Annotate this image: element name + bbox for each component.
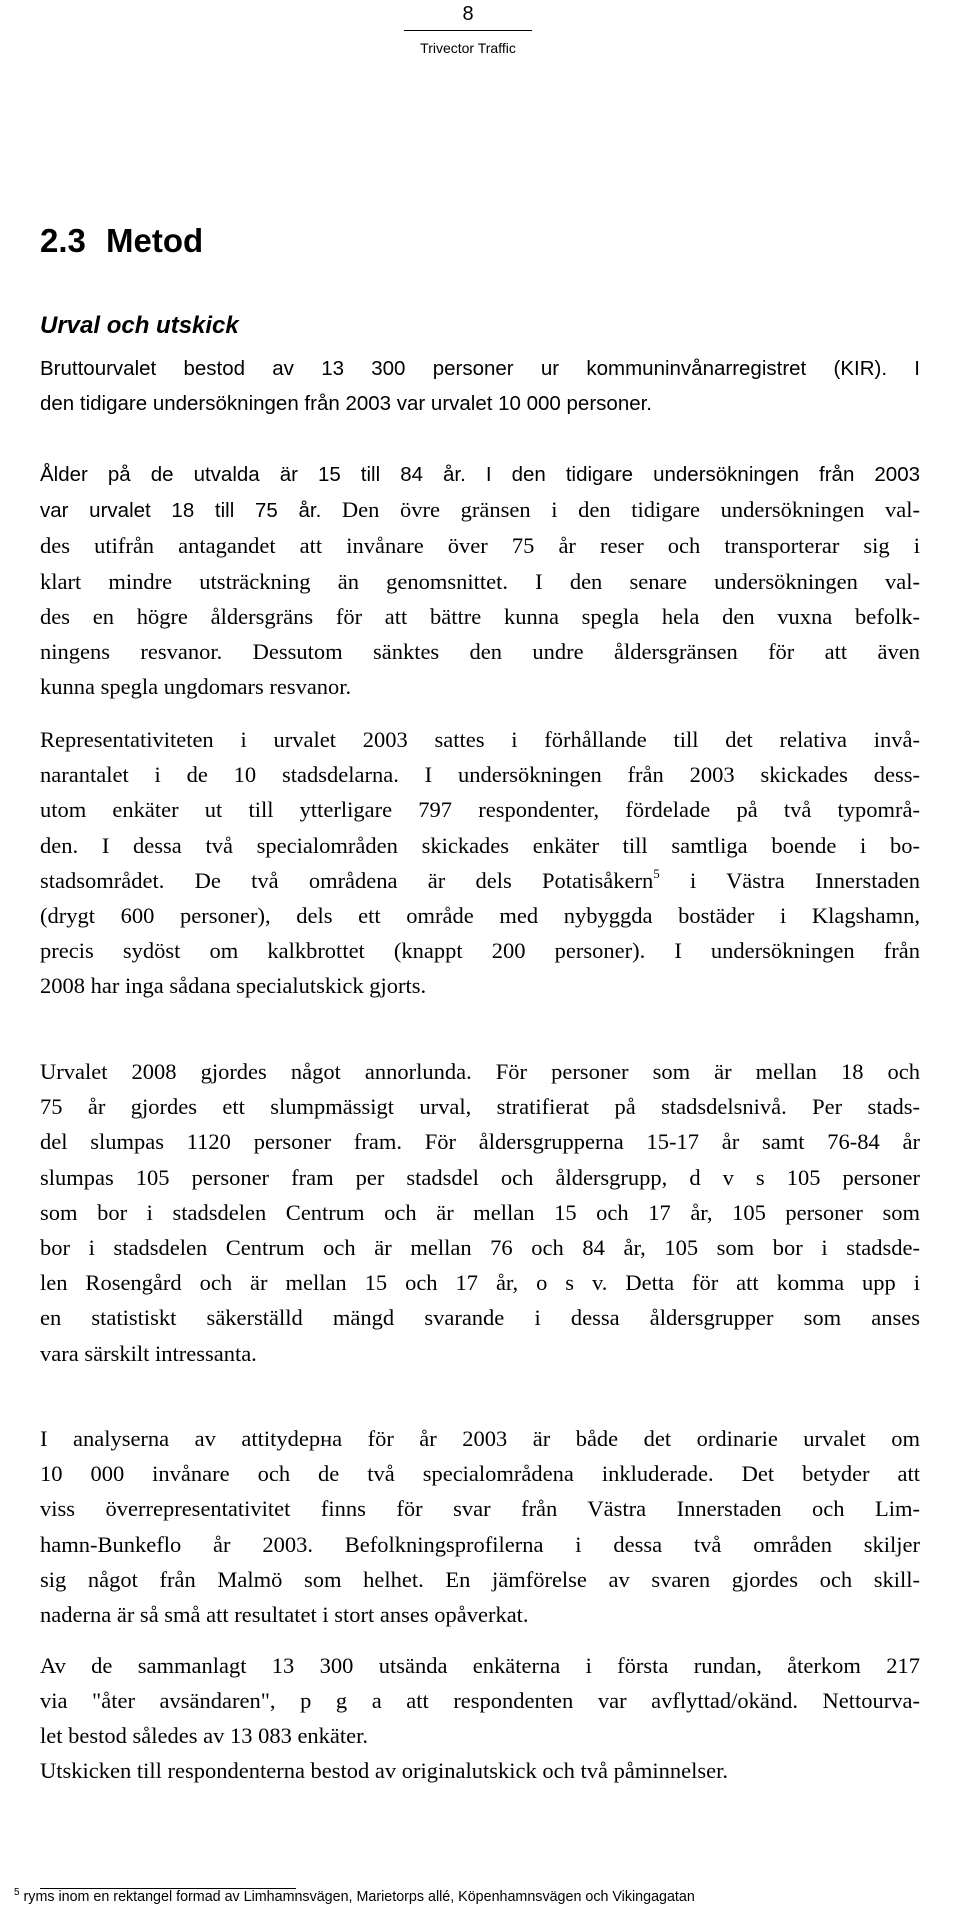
paragraph-line: naderna är så små att resultatet i stort anses opåverkat. <box>40 1602 529 1628</box>
paragraph-net-sample <box>40 1648 920 1754</box>
footnote-text: ryms inom en rektangel formad av Limhamnsvägen, Marietorps allé, Köpenhamnsvägen och Vikingagatan <box>19 1889 695 1905</box>
section-heading <box>40 221 203 261</box>
paragraph-age-range <box>40 457 920 704</box>
paragraph-sample-selection <box>40 351 920 421</box>
paragraph-line: precis sydöst om kalkbrottet (knappt 200 personer). I undersökningen från <box>40 938 920 964</box>
paragraph-line: en statistiskt säkerställd mängd svarande i dessa åldersgrupper som anses <box>40 1305 920 1331</box>
paragraph-line-part: i Västra Innerstaden <box>659 867 920 893</box>
footnote <box>14 1887 695 1907</box>
paragraph-line: klart mindre utsträckning än genomsnittet. I den senare undersökningen val- <box>40 568 920 594</box>
paragraph-line: Bruttourvalet bestod av 13 300 personer ur kommuninvånarregistret (KIR). I <box>40 357 920 380</box>
page-header <box>404 0 532 57</box>
paragraph-line: den tidigare undersökningen från 2003 var urvalet 10 000 personer. <box>40 392 653 416</box>
section-title: Metod <box>106 222 204 259</box>
paragraph-line: slumpas 105 personer fram per stadsdel och åldersgrupp, d v s 105 personer <box>40 1164 920 1190</box>
subsection-heading: Urval och utskick <box>40 312 239 339</box>
paragraph-line: 75 år gjordes ett slumpmässigt urval, stratifierat på stadsdelsnivå. Per stads- <box>40 1094 920 1120</box>
paragraph-line: ningens resvanor. Dessutom sänktes den undre åldersgränsen för att även <box>40 639 920 665</box>
paragraph-line: narantalet i de 10 stadsdelarna. I undersökningen från 2003 skickades dess- <box>40 762 920 788</box>
paragraph-line: 2008 har inga sådana specialutskick gjorts. <box>40 973 427 999</box>
paragraph-line: sig något från Malmö som helhet. En jämförelse av svaren gjordes och skill- <box>40 1566 920 1592</box>
paragraph-mailings <box>40 1753 920 1788</box>
paragraph-line: viss överrepresentativitet finns för svar från Västra Innerstaden och Lim- <box>40 1496 920 1522</box>
paragraph-line: bor i stadsdelen Centrum och är mellan 76 och 84 år, 105 som bor i stadsde- <box>40 1235 920 1261</box>
header-rule <box>404 30 532 31</box>
paragraph-representativity <box>40 722 920 1004</box>
paragraph-line: vara särskilt intressanta. <box>40 1340 257 1366</box>
paragraph-line: (drygt 600 personer), dels ett område med nybyggda bostäder i Klagshamn, <box>40 903 920 929</box>
paragraph-line: I analyserna av attitydерна för år 2003 är både det ordinarie urvalet om <box>40 1426 920 1451</box>
paragraph-line: Utskicken till respondenterna bestod av originalutskick och två påminnelser. <box>40 1758 728 1783</box>
paragraph-line <box>40 863 920 898</box>
paragraph-line: Ålder på de utvalda är 15 till 84 år. I den tidigare undersökningen från 2003 <box>40 463 920 486</box>
paragraph-line-part: var urvalet 18 till 75 år. <box>40 499 322 523</box>
paragraph-line-part: Den övre gränsen i den tidigare undersökningen val- <box>321 497 920 523</box>
paragraph-line: som bor i stadsdelen Centrum och är mellan 15 och 17 år, 105 personer som <box>40 1199 920 1225</box>
paragraph-line: let bestod således av 13 083 enkäter. <box>40 1723 369 1749</box>
paragraph-line: kunna spegla ungdomars resvanor. <box>40 674 352 700</box>
section-number: 2.3 <box>40 222 86 259</box>
paragraph-analysis <box>40 1421 920 1632</box>
paragraph-line: via "åter avsändaren", p g a att respondenten var avflyttad/okänd. Nettourva- <box>40 1688 920 1714</box>
footnote-marker: 5 <box>14 1887 20 1898</box>
paragraph-line: Representativiteten i urvalet 2003 sattes i förhållande till det relativa invå- <box>40 727 920 752</box>
paragraph-line: len Rosengård och är mellan 15 och 17 år, o s v. Detta för att komma upp i <box>40 1270 920 1296</box>
paragraph-line: des en högre åldersgräns för att bättre kunna spegla hela den vuxna befolk- <box>40 603 920 629</box>
paragraph-line: hamn-Bunkeflo år 2003. Befolkningsprofilerna i dessa två områden skiljer <box>40 1531 920 1557</box>
paragraph-line: utom enkäter ut till ytterligare 797 respondenter, fördelade på två typområ- <box>40 797 920 823</box>
paragraph-line-part: stadsområdet. De två områdena är dels Potatisåkern <box>40 867 654 893</box>
page-number: 8 <box>462 3 474 25</box>
paragraph-sampling-2008 <box>40 1054 920 1371</box>
paragraph-line: del slumpas 1120 personer fram. För åldersgrupperna 15-17 år samt 76-84 år <box>40 1129 920 1155</box>
paragraph-line: Av de sammanlagt 13 300 utsända enkäterna i första rundan, återkom 217 <box>40 1653 920 1678</box>
footnote-reference: 5 <box>653 865 660 881</box>
header-title: Trivector Traffic <box>420 40 516 56</box>
paragraph-line: des utifrån antagandet att invånare över 75 år reser och transporterar sig i <box>40 533 920 559</box>
paragraph-line <box>40 492 920 528</box>
paragraph-line: Urvalet 2008 gjordes något annorlunda. För personer som är mellan 18 och <box>40 1059 920 1084</box>
paragraph-line: den. I dessa två specialområden skickades enkäter till samtliga boende i bo- <box>40 832 920 858</box>
paragraph-line: 10 000 invånare och de två specialområdena inkluderade. Det betyder att <box>40 1461 920 1487</box>
